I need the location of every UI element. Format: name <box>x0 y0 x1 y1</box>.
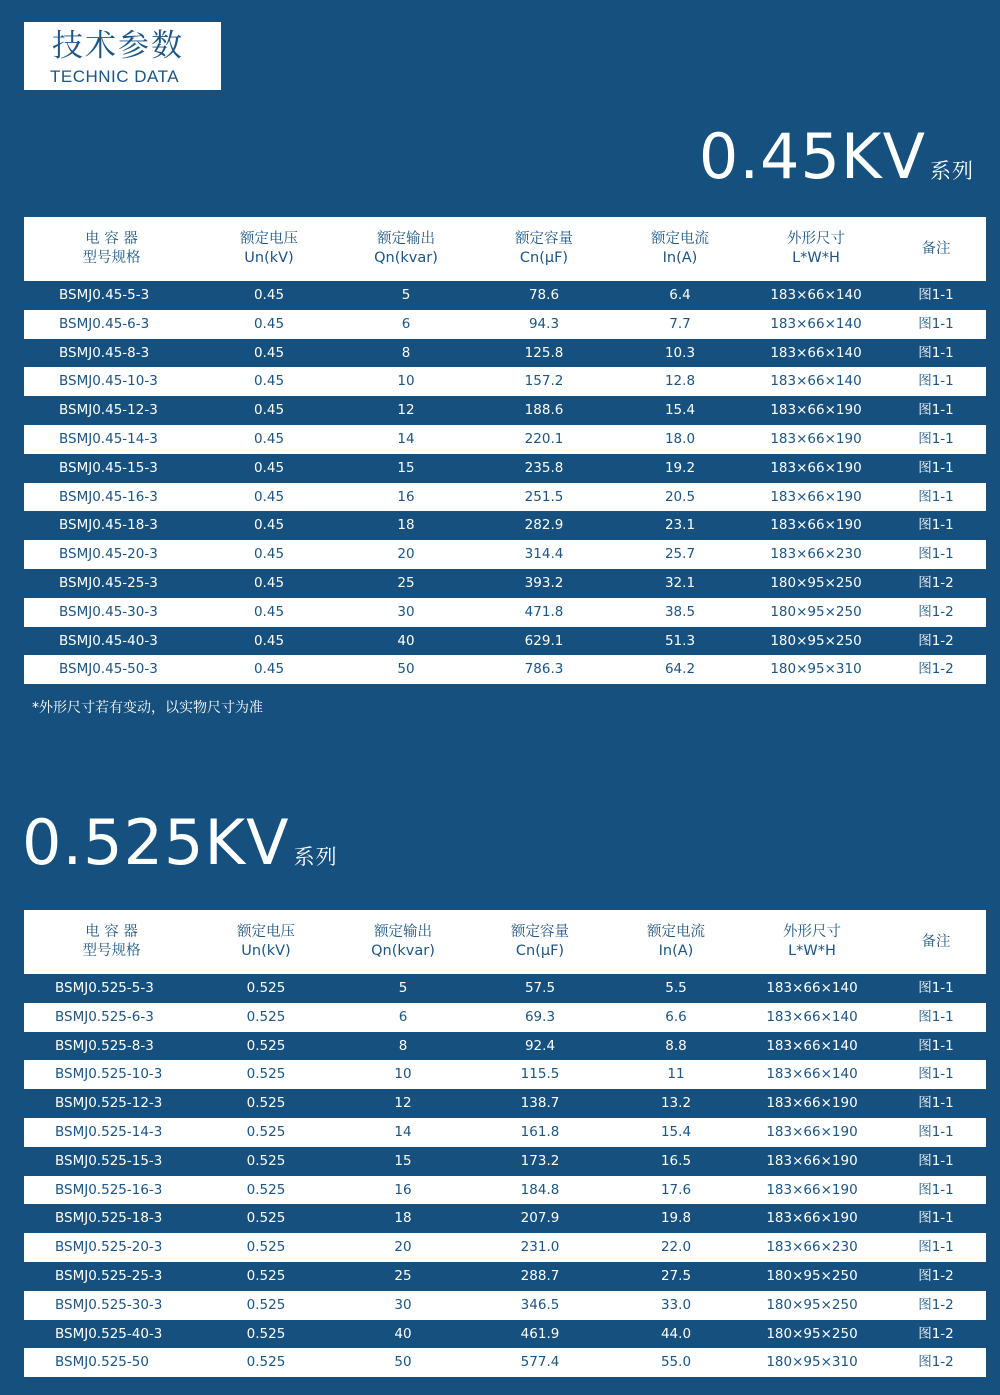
cell-remark: 图1-1 <box>918 1037 954 1054</box>
table-row <box>24 1147 986 1176</box>
cell-rated-voltage: 0.45 <box>253 402 285 419</box>
cell-model: BSMJ0.525-14-3 <box>55 1123 163 1140</box>
header-rated-capacity <box>470 910 610 974</box>
cell-model: BSMJ0.45-10-3 <box>59 373 158 390</box>
cell-rated-voltage: 0.525 <box>246 980 286 996</box>
cell-rated-output: 18 <box>394 1210 412 1227</box>
cell-rated-voltage: 0.45 <box>253 574 285 591</box>
cell-rated-voltage: 0.45 <box>253 661 285 678</box>
cell-rated-capacity: 346.5 <box>520 1296 560 1313</box>
cell-dimensions: 183×66×190 <box>770 430 862 447</box>
cell-rated-voltage: 0.525 <box>246 1152 286 1169</box>
cell-remark: 图1-1 <box>918 459 954 476</box>
cell-rated-output: 8 <box>398 1037 408 1054</box>
cell-model: BSMJ0.525-30-3 <box>55 1296 163 1313</box>
cell-rated-output: 30 <box>397 603 415 620</box>
header-rated-current <box>606 910 746 974</box>
table-header <box>24 217 986 281</box>
cell-rated-output: 20 <box>397 546 415 563</box>
table-row <box>24 1233 986 1262</box>
cell-remark: 图1-2 <box>918 1354 954 1371</box>
cell-remark: 图1-1 <box>918 1239 954 1256</box>
table-row <box>24 1204 986 1233</box>
cell-dimensions: 183×66×190 <box>766 1181 858 1198</box>
cell-rated-current: 18.0 <box>664 430 696 447</box>
cell-rated-current: 17.6 <box>660 1181 692 1198</box>
cell-rated-capacity: 92.4 <box>524 1037 556 1054</box>
table-row <box>24 310 986 339</box>
table-row <box>24 1262 986 1291</box>
header-line: 额定容量 <box>515 231 573 247</box>
cell-remark: 图1-2 <box>918 1267 954 1284</box>
cell-dimensions: 183×66×190 <box>766 1095 858 1112</box>
header-rated-output <box>336 217 476 281</box>
cell-rated-capacity: 251.5 <box>524 488 564 505</box>
cell-rated-output: 12 <box>397 402 415 419</box>
cell-dimensions: 180×95×250 <box>766 1267 858 1284</box>
cell-rated-voltage: 0.525 <box>246 1123 286 1140</box>
cell-rated-voltage: 0.45 <box>253 373 285 390</box>
header-line: 备注 <box>921 933 951 950</box>
cell-dimensions: 183×66×190 <box>766 1123 858 1140</box>
cell-dimensions: 183×66×140 <box>766 1037 858 1054</box>
cell-dimensions: 183×66×230 <box>766 1239 858 1256</box>
cell-rated-capacity: 235.8 <box>524 459 564 476</box>
cell-rated-capacity: 207.9 <box>520 1210 560 1227</box>
cell-remark: 图1-1 <box>918 1123 954 1140</box>
header-line: 额定电压 <box>240 231 298 247</box>
cell-remark: 图1-1 <box>918 1066 954 1083</box>
table-row <box>24 1089 986 1118</box>
cell-rated-output: 14 <box>397 430 415 447</box>
cell-rated-current: 12.8 <box>664 373 696 390</box>
cell-dimensions: 183×66×140 <box>766 1008 858 1025</box>
cell-dimensions: 183×66×190 <box>770 402 862 419</box>
cell-remark: 图1-1 <box>918 1008 954 1025</box>
header-rated-output <box>333 910 473 974</box>
cell-dimensions: 183×66×140 <box>770 344 862 361</box>
header-line: Un(kV) <box>244 250 294 266</box>
header-dimensions <box>742 910 882 974</box>
cell-dimensions: 180×95×250 <box>766 1325 858 1342</box>
header-line: L*W*H <box>792 250 840 266</box>
cell-remark: 图1-2 <box>918 1325 954 1342</box>
header-line: 外形尺寸 <box>783 924 841 940</box>
cell-dimensions: 183×66×140 <box>770 373 862 390</box>
table-row <box>24 367 986 396</box>
footnote: *外形尺寸若有变动，以实物尺寸为准 <box>32 700 263 716</box>
cell-rated-capacity: 786.3 <box>524 661 564 678</box>
header-line: 额定电流 <box>647 924 705 940</box>
header-line: Un(kV) <box>241 943 291 959</box>
cell-model: BSMJ0.525-40-3 <box>55 1325 163 1342</box>
table-row <box>24 281 986 310</box>
cell-rated-current: 13.2 <box>660 1095 692 1112</box>
cell-rated-output: 5 <box>401 287 411 303</box>
cell-rated-output: 50 <box>394 1354 412 1371</box>
header-line: Cn(μF) <box>515 943 565 959</box>
cell-rated-output: 25 <box>394 1267 412 1284</box>
cell-dimensions: 183×66×140 <box>766 980 858 996</box>
cell-rated-capacity: 188.6 <box>524 402 564 419</box>
cell-rated-voltage: 0.45 <box>253 546 285 563</box>
section-title-en: TECHNIC DATA <box>50 67 180 86</box>
cell-rated-capacity: 288.7 <box>520 1267 560 1284</box>
cell-model: BSMJ0.525-10-3 <box>55 1066 163 1083</box>
cell-rated-output: 5 <box>398 980 408 996</box>
cell-rated-current: 27.5 <box>660 1267 692 1284</box>
cell-rated-output: 16 <box>397 488 415 505</box>
header-line: 外形尺寸 <box>787 231 845 247</box>
cell-remark: 图1-1 <box>918 373 954 390</box>
cell-rated-current: 55.0 <box>660 1354 692 1371</box>
cell-rated-output: 30 <box>394 1296 412 1313</box>
cell-rated-capacity: 115.5 <box>520 1066 560 1083</box>
cell-rated-current: 6.6 <box>665 1008 687 1025</box>
cell-rated-current: 32.1 <box>664 574 696 591</box>
cell-rated-capacity: 629.1 <box>524 632 564 649</box>
header-line: L*W*H <box>788 943 836 959</box>
spec-table-0525 <box>24 910 986 1377</box>
series-heading-045 <box>699 120 974 193</box>
cell-remark: 图1-1 <box>918 1152 954 1169</box>
cell-remark: 图1-1 <box>918 315 954 332</box>
cell-rated-current: 7.7 <box>669 315 691 332</box>
table-row <box>24 655 986 684</box>
cell-model: BSMJ0.525-5-3 <box>55 980 154 996</box>
cell-rated-capacity: 157.2 <box>524 373 564 390</box>
cell-dimensions: 183×66×140 <box>770 287 862 303</box>
cell-rated-voltage: 0.525 <box>246 1267 286 1284</box>
cell-model: BSMJ0.45-40-3 <box>59 632 158 649</box>
cell-rated-current: 51.3 <box>664 632 696 649</box>
cell-rated-output: 25 <box>397 574 415 591</box>
table-row <box>24 511 986 540</box>
cell-rated-voltage: 0.45 <box>253 459 285 476</box>
cell-dimensions: 183×66×140 <box>766 1066 858 1083</box>
header-line: In(A) <box>662 250 698 266</box>
cell-remark: 图1-1 <box>918 980 954 996</box>
cell-remark: 图1-1 <box>918 1181 954 1198</box>
cell-rated-voltage: 0.525 <box>246 1210 286 1227</box>
table-row <box>24 540 986 569</box>
cell-rated-capacity: 314.4 <box>524 546 564 563</box>
header-line: Qn(kvar) <box>374 250 438 266</box>
header-line: Qn(kvar) <box>371 943 435 959</box>
cell-rated-voltage: 0.45 <box>253 287 285 303</box>
table-row <box>24 598 986 627</box>
cell-rated-output: 18 <box>397 517 415 534</box>
cell-model: BSMJ0.525-12-3 <box>55 1095 163 1112</box>
table-body <box>24 974 986 1377</box>
table-row <box>24 339 986 368</box>
series-suffix: 系列 <box>293 845 338 869</box>
cell-rated-voltage: 0.525 <box>246 1354 286 1371</box>
cell-rated-output: 10 <box>394 1066 412 1083</box>
cell-rated-current: 25.7 <box>664 546 696 563</box>
header-model <box>24 910 199 974</box>
table-row <box>24 1176 986 1205</box>
cell-model: BSMJ0.45-16-3 <box>59 488 158 505</box>
table-row <box>24 454 986 483</box>
cell-remark: 图1-1 <box>918 430 954 447</box>
cell-rated-current: 11 <box>667 1066 685 1083</box>
cell-remark: 图1-1 <box>918 1095 954 1112</box>
cell-rated-voltage: 0.525 <box>246 1008 286 1025</box>
header-line: 备注 <box>921 240 951 257</box>
header-line: 额定电流 <box>651 231 709 247</box>
cell-rated-current: 8.8 <box>665 1037 687 1054</box>
cell-rated-output: 6 <box>398 1008 408 1025</box>
cell-rated-capacity: 393.2 <box>524 574 564 591</box>
cell-dimensions: 183×66×190 <box>770 488 862 505</box>
table-body <box>24 281 986 684</box>
cell-model: BSMJ0.45-18-3 <box>59 517 158 534</box>
series-heading-0525 <box>22 806 338 879</box>
cell-rated-capacity: 78.6 <box>528 287 560 303</box>
cell-rated-output: 15 <box>394 1152 412 1169</box>
header-line: 额定电压 <box>237 924 295 940</box>
cell-model: BSMJ0.525-6-3 <box>55 1008 154 1025</box>
cell-model: BSMJ0.45-20-3 <box>59 546 158 563</box>
cell-remark: 图1-1 <box>918 1210 954 1227</box>
cell-rated-capacity: 57.5 <box>524 980 556 996</box>
cell-rated-current: 6.4 <box>669 287 691 303</box>
cell-rated-capacity: 184.8 <box>520 1181 560 1198</box>
series-voltage: 0.45KV <box>698 120 926 193</box>
cell-dimensions: 180×95×250 <box>770 574 862 591</box>
cell-rated-current: 19.8 <box>660 1210 692 1227</box>
table-row <box>24 425 986 454</box>
cell-model: BSMJ0.45-5-3 <box>59 287 150 303</box>
cell-remark: 图1-2 <box>918 661 954 678</box>
cell-rated-voltage: 0.525 <box>246 1296 286 1313</box>
table-row <box>24 569 986 598</box>
header-line: Cn(μF) <box>519 250 569 266</box>
cell-model: BSMJ0.525-25-3 <box>55 1267 163 1284</box>
cell-rated-current: 33.0 <box>660 1296 692 1313</box>
header-model <box>24 217 199 281</box>
cell-rated-voltage: 0.525 <box>246 1325 286 1342</box>
spec-table-045 <box>24 217 986 684</box>
cell-rated-current: 16.5 <box>660 1152 692 1169</box>
cell-model: BSMJ0.45-6-3 <box>59 315 150 332</box>
cell-rated-current: 22.0 <box>660 1239 692 1256</box>
cell-rated-voltage: 0.525 <box>246 1037 286 1054</box>
header-rated-current <box>610 217 750 281</box>
cell-rated-voltage: 0.525 <box>246 1066 286 1083</box>
cell-rated-output: 16 <box>394 1181 412 1198</box>
cell-model: BSMJ0.45-15-3 <box>59 459 158 476</box>
cell-dimensions: 183×66×190 <box>770 459 862 476</box>
header-dimensions <box>746 217 886 281</box>
cell-remark: 图1-1 <box>918 402 954 419</box>
cell-rated-voltage: 0.45 <box>253 344 285 361</box>
cell-rated-current: 64.2 <box>664 661 696 678</box>
table-row <box>24 1320 986 1349</box>
header-line: 型号规格 <box>82 250 141 266</box>
cell-model: BSMJ0.525-8-3 <box>55 1037 154 1054</box>
cell-rated-output: 15 <box>397 459 415 476</box>
cell-rated-output: 12 <box>394 1095 412 1112</box>
header-line: 电 容 器 <box>85 924 138 940</box>
cell-remark: 图1-2 <box>918 603 954 620</box>
header-rated-voltage <box>199 217 339 281</box>
cell-rated-capacity: 231.0 <box>520 1239 560 1256</box>
cell-rated-capacity: 220.1 <box>524 430 564 447</box>
cell-rated-capacity: 173.2 <box>520 1152 560 1169</box>
header-line: 型号规格 <box>82 943 141 959</box>
cell-model: BSMJ0.45-25-3 <box>59 574 158 591</box>
cell-rated-output: 40 <box>394 1325 412 1342</box>
cell-rated-current: 44.0 <box>660 1325 692 1342</box>
series-suffix: 系列 <box>930 159 974 183</box>
header-remark <box>886 217 986 281</box>
cell-dimensions: 183×66×190 <box>766 1210 858 1227</box>
cell-dimensions: 183×66×190 <box>766 1152 858 1169</box>
cell-rated-output: 6 <box>401 315 411 332</box>
cell-dimensions: 180×95×310 <box>766 1354 858 1371</box>
table-header <box>24 910 986 974</box>
header-line: 额定容量 <box>511 924 569 940</box>
cell-model: BSMJ0.525-18-3 <box>55 1210 163 1227</box>
cell-model: BSMJ0.45-50-3 <box>59 661 158 678</box>
cell-rated-voltage: 0.525 <box>246 1181 286 1198</box>
cell-rated-current: 5.5 <box>665 980 687 996</box>
cell-model: BSMJ0.525-20-3 <box>55 1239 163 1256</box>
table-row <box>24 627 986 656</box>
cell-rated-output: 50 <box>397 661 415 678</box>
header-rated-voltage <box>196 910 336 974</box>
cell-rated-capacity: 471.8 <box>524 603 564 620</box>
cell-dimensions: 180×95×250 <box>770 632 862 649</box>
cell-rated-current: 10.3 <box>664 344 696 361</box>
cell-dimensions: 180×95×250 <box>770 603 862 620</box>
cell-rated-voltage: 0.525 <box>246 1239 286 1256</box>
cell-rated-output: 14 <box>394 1123 412 1140</box>
cell-rated-capacity: 282.9 <box>524 517 564 534</box>
cell-dimensions: 183×66×230 <box>770 546 862 563</box>
cell-remark: 图1-2 <box>918 632 954 649</box>
table-row <box>24 396 986 425</box>
cell-model: BSMJ0.525-15-3 <box>55 1152 163 1169</box>
cell-dimensions: 180×95×250 <box>766 1296 858 1313</box>
cell-model: BSMJ0.45-14-3 <box>59 430 158 447</box>
cell-remark: 图1-1 <box>918 546 954 563</box>
cell-model: BSMJ0.525-50 <box>55 1354 149 1371</box>
series-voltage: 0.525KV <box>22 806 290 879</box>
table-row <box>24 1118 986 1147</box>
cell-rated-voltage: 0.45 <box>253 603 285 620</box>
cell-rated-capacity: 125.8 <box>524 344 564 361</box>
table-row <box>24 1348 986 1377</box>
cell-rated-capacity: 94.3 <box>528 315 560 332</box>
header-rated-capacity <box>474 217 614 281</box>
cell-model: BSMJ0.525-16-3 <box>55 1181 163 1198</box>
table-row <box>24 483 986 512</box>
table-row <box>24 974 986 1003</box>
cell-rated-voltage: 0.45 <box>253 517 285 534</box>
cell-rated-current: 15.4 <box>664 402 696 419</box>
cell-remark: 图1-1 <box>918 287 954 303</box>
cell-rated-current: 15.4 <box>660 1123 692 1140</box>
cell-rated-voltage: 0.45 <box>253 632 285 649</box>
cell-rated-capacity: 577.4 <box>520 1354 560 1371</box>
cell-remark: 图1-1 <box>918 517 954 534</box>
cell-rated-capacity: 461.9 <box>520 1325 560 1342</box>
cell-dimensions: 183×66×190 <box>770 517 862 534</box>
header-line: 电 容 器 <box>85 231 138 247</box>
header-line: In(A) <box>658 943 694 959</box>
cell-remark: 图1-2 <box>918 574 954 591</box>
cell-rated-capacity: 161.8 <box>520 1123 560 1140</box>
cell-rated-output: 20 <box>394 1239 412 1256</box>
cell-rated-output: 40 <box>397 632 415 649</box>
section-title-box <box>24 22 221 90</box>
cell-rated-output: 8 <box>401 344 411 361</box>
cell-rated-capacity: 69.3 <box>524 1008 556 1025</box>
cell-rated-capacity: 138.7 <box>520 1095 560 1112</box>
cell-rated-voltage: 0.525 <box>246 1095 286 1112</box>
table-row <box>24 1291 986 1320</box>
header-line: 额定输出 <box>374 924 432 940</box>
cell-rated-current: 20.5 <box>664 488 696 505</box>
header-remark <box>886 910 986 974</box>
cell-remark: 图1-2 <box>918 1296 954 1313</box>
table-row <box>24 1032 986 1061</box>
section-title-cn: 技术参数 <box>52 28 184 64</box>
cell-rated-current: 38.5 <box>664 603 696 620</box>
cell-model: BSMJ0.45-30-3 <box>59 603 158 620</box>
cell-remark: 图1-1 <box>918 344 954 361</box>
cell-rated-voltage: 0.45 <box>253 488 285 505</box>
cell-rated-output: 10 <box>397 373 415 390</box>
cell-dimensions: 180×95×310 <box>770 661 862 678</box>
cell-dimensions: 183×66×140 <box>770 315 862 332</box>
header-line: 额定输出 <box>377 231 435 247</box>
cell-rated-voltage: 0.45 <box>253 430 285 447</box>
cell-rated-voltage: 0.45 <box>253 315 285 332</box>
cell-rated-current: 23.1 <box>664 517 696 534</box>
cell-model: BSMJ0.45-12-3 <box>59 402 158 419</box>
table-row <box>24 1060 986 1089</box>
cell-remark: 图1-1 <box>918 488 954 505</box>
table-row <box>24 1003 986 1032</box>
cell-model: BSMJ0.45-8-3 <box>59 344 150 361</box>
cell-rated-current: 19.2 <box>664 459 696 476</box>
